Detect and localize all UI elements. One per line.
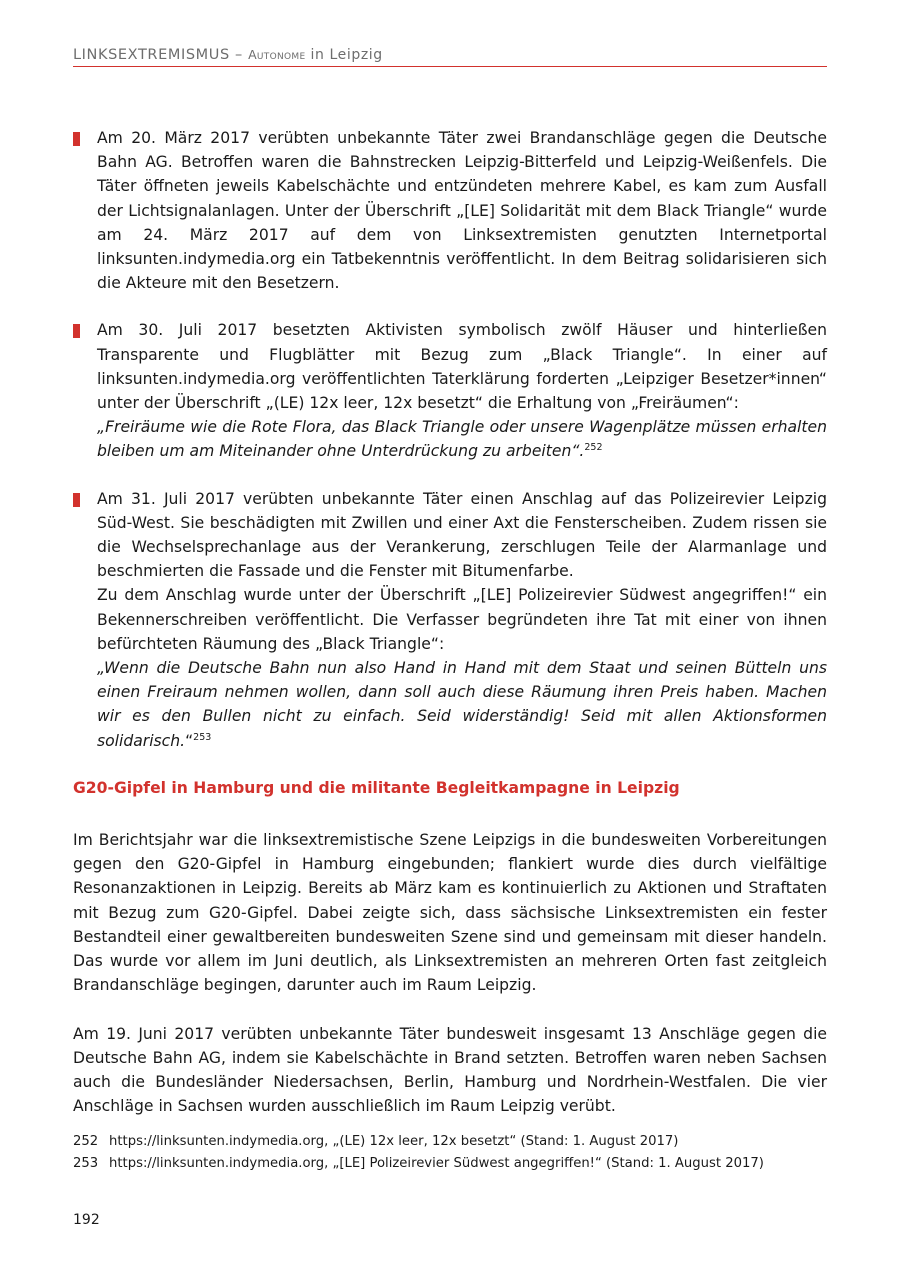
bullet-quote: „Wenn die Deutsche Bahn nun also Hand in Hand mit dem Staat und seinen Bütteln uns einen Freiraum nehmen wollen, dann soll auch diese Räumung ihren Preis haben. Machen wir es den Bullen nicht zu einfach. Seid widerständig! Seid mit allen Aktionsformen solidarisch. <box>97 659 827 750</box>
page-number: 192 <box>73 1212 100 1228</box>
footnote-reference[interactable]: 253 <box>193 731 212 743</box>
footnote <box>73 1131 827 1153</box>
bullet-item <box>73 318 827 463</box>
bullet-text: Am 20. März 2017 verübten unbekannte Täter zwei Brandanschläge gegen die Deutsche Bahn AG. Betroffen waren die Bahnstrecken Leipzig-Bitterfeld und Leipzig-Weißenfels. Die Täter öffneten jeweils Kabelschächte und entzündeten mehrere Kabel, es kam zum Ausfall der Lichtsignalanlagen. Unter der Überschrift „[LE] Solidarität mit dem Black Triangle“ wurde am 24. März 2017 auf dem von Linksextremisten genutzten Internetportal linksunten.indymedia.org ein Tatbekenntnis veröffentlicht. In dem Beitrag solidarisieren sich die Akteure mit den Besetzern. <box>97 129 827 293</box>
bullet-quote-line <box>97 656 827 753</box>
bullet-quote: „Freiräume wie die Rote Flora, das Black Triangle oder unsere Wagenplätze müssen erhalten bleiben um am Miteinander ohne Unterdrückung zu arbeiten“. <box>97 418 827 461</box>
footnote-number: 252 <box>73 1134 99 1149</box>
body-paragraph: Im Berichtsjahr war die linksextremistische Szene Leipzigs in die bundesweiten Vorbereitungen gegen den G20-Gipfel in Hamburg eingebunden; flankiert wurde dies durch vielfältige Resonanzaktionen in Leipzig. Bereits ab März kam es kontinuierlich zu Aktionen und Straftaten mit Bezug zum G20-Gipfel. Dabei zeigte sich, dass sächsische Linksextremisten ein fester Bestandteil einer gewaltbereiten bundesweiten Szene sind und gemeinsam mit dieser handeln. Das wurde vor allem im Juni deutlich, als Linksextremisten an mehreren Orten fast zeitgleich Brandanschläge begingen, darunter auch im Raum Leipzig. <box>73 831 827 995</box>
bullet-marker <box>73 132 80 146</box>
body-paragraph: Am 19. Juni 2017 verübten unbekannte Täter bundesweit insgesamt 13 Anschläge gegen die Deutsche Bahn AG, indem sie Kabelschächte in Brand setzten. Betroffen waren neben Sachsen auch die Bundesländer Niedersachsen, Berlin, Hamburg und Nordrhein-Westfalen. Die vier Anschläge in Sachsen wurden ausschließlich im Raum Leipzig verübt. <box>73 1024 827 1116</box>
footnote-text: https://linksunten.indymedia.org, „(LE) 12x leer, 12x besetzt“ (Stand: 1. August 2017) <box>109 1134 679 1149</box>
footnote-number: 253 <box>73 1156 99 1171</box>
quote-close-mark: “ <box>185 731 194 750</box>
footnote-reference[interactable]: 252 <box>584 442 603 454</box>
bullet-text-continued: Zu dem Anschlag wurde unter der Überschrift „[LE] Polizeirevier Südwest angegriffen!“ ein Bekennerschreiben veröffentlicht. Die Verfasser begründeten ihre Tat mit einer von ihnen befürchteten Räumung des „Black Triangle“: <box>97 586 827 653</box>
bullet-item <box>73 126 827 295</box>
header-subtitle: Autonome <box>248 47 306 62</box>
bullet-item <box>73 487 827 753</box>
running-header <box>73 44 827 67</box>
footnote-text: https://linksunten.indymedia.org, „[LE] Polizeirevier Südwest angegriffen!“ (Stand: 1. August 2017) <box>109 1156 764 1171</box>
footnote <box>73 1153 827 1175</box>
header-place: in Leipzig <box>305 47 383 63</box>
bullet-marker <box>73 324 80 338</box>
section-heading: G20-Gipfel in Hamburg und die militante Begleitkampagne in Leipzig <box>73 778 680 797</box>
header-title: LINKSEXTREMISMUS <box>73 47 230 63</box>
header-separator: – <box>229 47 249 63</box>
bullet-marker <box>73 493 80 507</box>
main-content <box>73 126 827 1142</box>
footnotes <box>73 1131 827 1175</box>
bullet-quote-line <box>97 415 827 463</box>
bullet-text: Am 30. Juli 2017 besetzten Aktivisten symbolisch zwölf Häuser und hinterließen Transparente und Flugblätter mit Bezug zum „Black Triangle“. In einer auf linksunten.indymedia.org veröffentlichten Taterklärung forderten „Leipziger Besetzer*innen“ unter der Überschrift „(LE) 12x leer, 12x besetzt“ die Erhaltung von „Freiräumen“: <box>97 321 827 413</box>
bullet-text: Am 31. Juli 2017 verübten unbekannte Täter einen Anschlag auf das Polizeirevier Leipzig Süd-West. Sie beschädigten mit Zwillen und einer Axt die Fensterscheiben. Zudem rissen sie die Wechselsprechanlage aus der Verankerung, zerschlugen Teile der Alarmanlage und beschmierten die Fassade und die Fenster mit Bitumenfarbe. <box>97 489 827 581</box>
